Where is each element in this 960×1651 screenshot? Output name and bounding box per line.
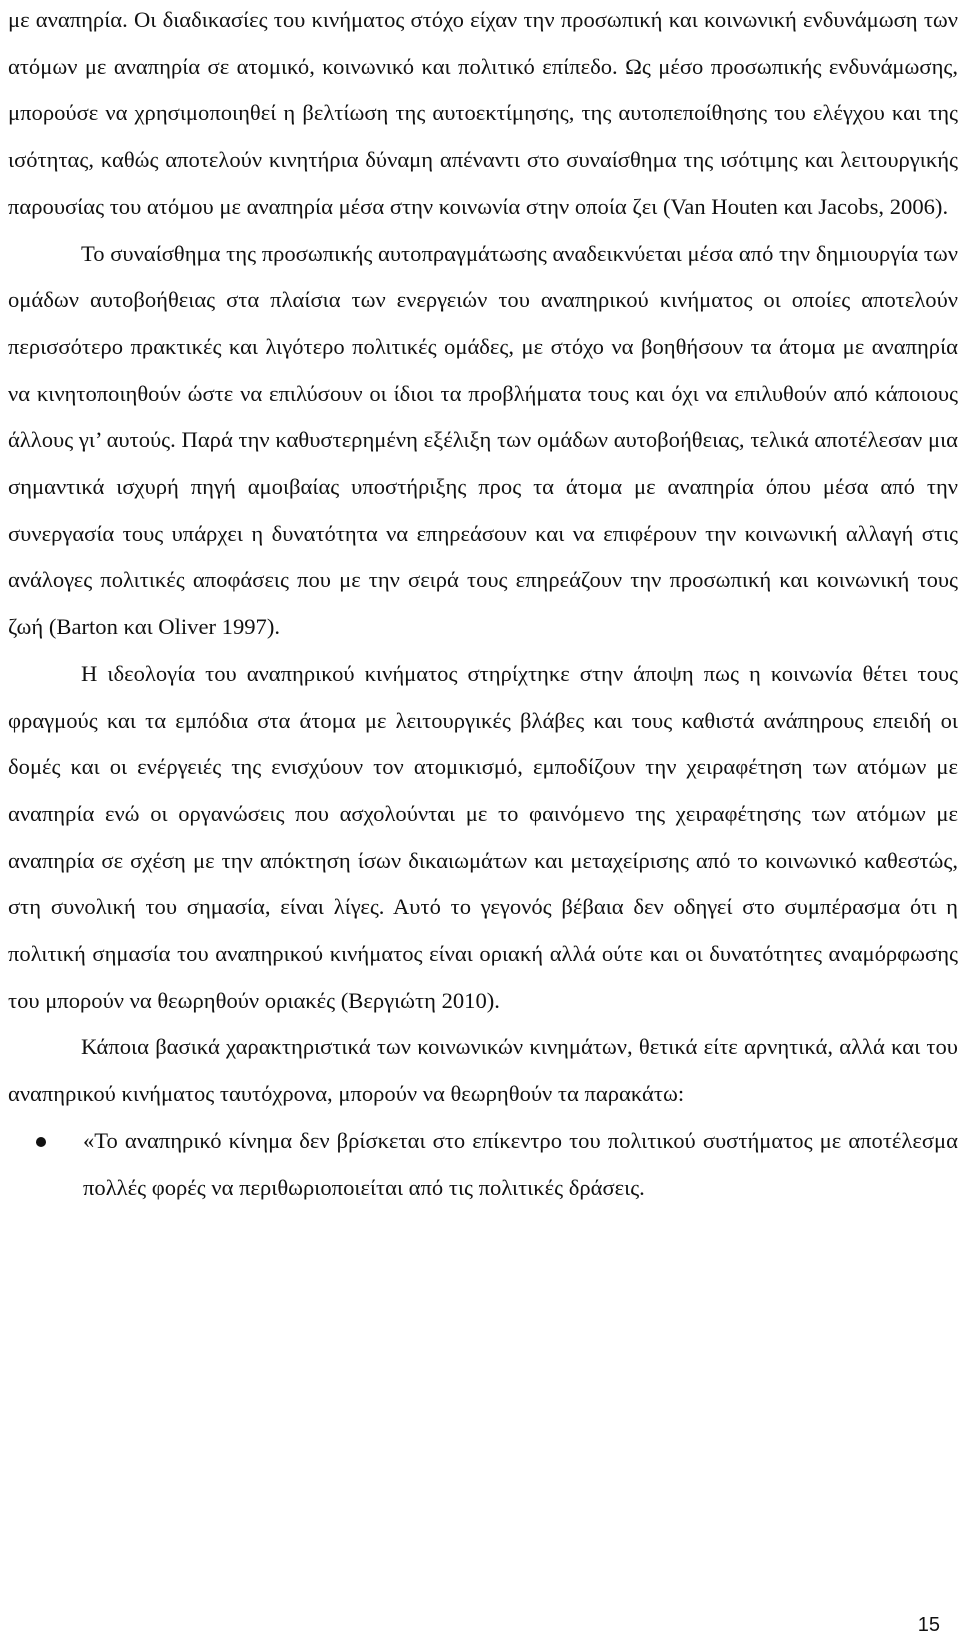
list-item — [8, 1118, 958, 1211]
list-item-text: «Το αναπηρικό κίνημα δεν βρίσκεται στο επίκεντρο του πολιτικού συστήματος με αποτέλεσμα πολλές φορές να περιθωριοποιείται από τις πολιτικές δράσεις. — [83, 1127, 958, 1200]
bullet-icon — [36, 1137, 46, 1147]
page-number: 15 — [917, 1614, 940, 1636]
paragraph: Το συναίσθημα της προσωπικής αυτοπραγμάτωσης αναδεικνύεται μέσα από την δημιουργία των ομάδων αυτοβοήθειας στα πλαίσια των ενεργειών του αναπηρικού κινήματος οι οποίες αποτελούν περισσότερο πρακτικές και λιγότερο πολιτικές ομάδες, με στόχο να βοηθήσουν τα άτομα με αναπηρία να κινητοποιηθούν ώστε να επιλύσουν οι ίδιοι τα προβλήματα τους και όχι να επιλυθούν από κάποιους άλλους γι’ αυτούς. Παρά την καθυστερημένη εξέλιξη των ομάδων αυτοβοήθειας, τελικά αποτέλεσαν μια σημαντικά ισχυρή πηγή αμοιβαίας υποστήριξης προς τα άτομα με αναπηρία όπου μέσα από την συνεργασία τους υπάρχει η δυνατότητα να επηρεάσουν και να επιφέρουν την κοινωνική αλλαγή στις ανάλογες πολιτικές αποφάσεις που με την σειρά τους επηρεάζουν την προσωπική και κοινωνική τους ζωή (Barton και Oliver 1997). — [8, 240, 958, 640]
document-page — [8, 0, 958, 1211]
paragraph: Κάποια βασικά χαρακτηριστικά των κοινωνικών κινημάτων, θετικά είτε αρνητικά, αλλά και του αναπηρικού κινήματος ταυτόχρονα, μπορούν να θεωρηθούν τα παρακάτω: — [8, 1034, 958, 1107]
paragraph: Η ιδεολογία του αναπηρικού κινήματος στηρίχτηκε στην άποψη πως η κοινωνία θέτει τους φραγμούς και τα εμπόδια στα άτομα με λειτουργικές βλάβες και τους καθιστά ανάπηρους επειδή οι δομές και οι ενέργειές της ενισχύουν τον ατομικισμό, εμποδίζουν την χειραφέτηση των ατόμων με αναπηρία ενώ οι οργανώσεις που ασχολούνται με το φαινόμενο της χειραφέτησης των ατόμων με αναπηρία σε σχέση με την απόκτηση ίσων δικαιωμάτων και μεταχείρισης από το κοινωνικό καθεστώς, στη συνολική του σημασία, είναι λίγες. Αυτό το γεγονός βέβαια δεν οδηγεί στο συμπέρασμα ότι η πολιτική σημασία του αναπηρικού κινήματος είναι οριακή αλλά ούτε και οι δυνατότητες αναμόρφωσης του μπορούν να θεωρηθούν οριακές (Βεργιώτη 2010). — [8, 660, 958, 1013]
paragraph: με αναπηρία. Οι διαδικασίες του κινήματος στόχο είχαν την προσωπική και κοινωνική ενδυνάμωση των ατόμων με αναπηρία σε ατομικό, κοινωνικό και πολιτικό επίπεδο. Ως μέσο προσωπικής ενδυνάμωσης, μπορούσε να χρησιμοποιηθεί η βελτίωση της αυτοεκτίμησης, της αυτοπεποίθησης του ελέγχου και της ισότητας, καθώς αποτελούν κινητήρια δύναμη απέναντι στο συναίσθημα της ισότιμης και λειτουργικής παρουσίας του ατόμου με αναπηρία μέσα στην κοινωνία στην οποία ζει (Van Houten και Jacobs, 2006). — [8, 7, 958, 219]
bullet-list — [8, 1118, 958, 1211]
